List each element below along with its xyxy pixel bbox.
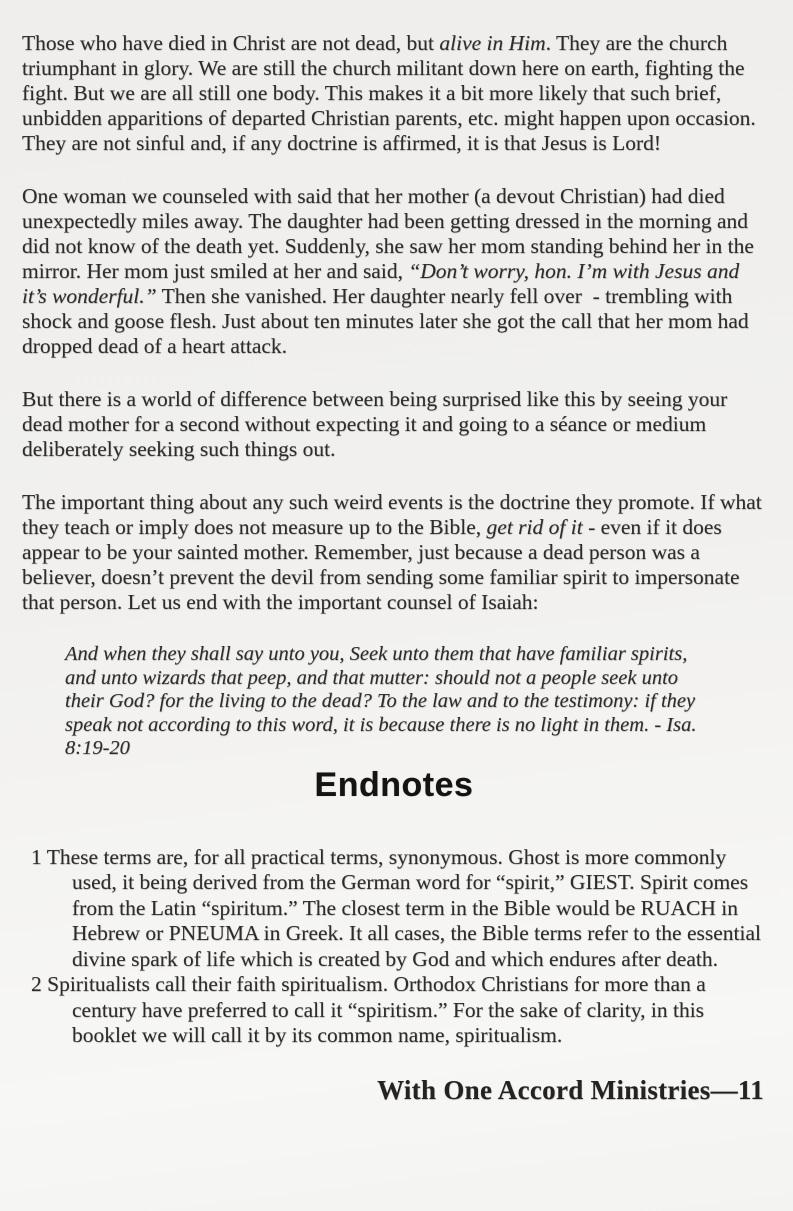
endnote-2 [22,972,766,1049]
paragraph-doctrine-they-promote [22,490,766,615]
endnote-text: Spiritualists call their faith spiritualism. Orthodox Christians for more than a century have preferred to call it “spiritism.” For the sake of clarity, in this booklet we will call it by its common name, spiritualism. [47,972,706,1047]
endnote-1 [22,845,766,973]
italic-phrase-alive-in-him: alive in Him [439,31,546,55]
paragraph-text: Then she vanished. Her daughter nearly fell over - trembling with shock and goose flesh. Just about ten minutes later she got the call that her mom had dropped dead of a heart attack. [22,284,749,358]
endnote-text: These terms are, for all practical terms, synonymous. Ghost is more commonly used, it being derived from the German word for “spirit,” GIEST. Spirit comes from the Latin “spiritum.” The closest term in the Bible would be RUACH in Hebrew or PNEUMA in Greek. It all cases, the Bible terms refer to the essential divine spark of life which is created by God and which endures after death. [46,844,761,971]
paragraph-text: One woman we counseled with said that her mother (a devout Christian) had died unexpectedly miles away. The daughter had been getting dressed in the morning and did not know of the death yet. Suddenly, she saw her mom standing behind her in the mirror. Her mom just smiled at her and said, [22,184,754,283]
endnote-number: 2 [31,972,42,996]
paragraph-text: Those who have died in Christ are not dead, but [22,31,440,55]
paragraph-text: . They are the church triumphant in glory. We are still the church militant down here on earth, fighting the fight. But we are all still one body. This makes it a bit more likely that such brief, unbidden apparitions of departed Christian parents, etc. might happen upon occasion. They are not sinful and, if any doctrine is affirmed, it is that Jesus is Lord! [22,31,756,155]
paragraph-church-triumphant [22,31,766,156]
endnotes-list [22,845,766,1049]
paragraph-text: The important thing about any such weird events is the doctrine they promote. If what they teach or imply does not measure up to the Bible, [22,490,762,539]
endnotes-heading: Endnotes [314,765,474,804]
italic-phrase-get-rid-of-it: get rid of it [486,515,583,539]
page-footer: With One Accord Ministries—11 [377,1074,764,1105]
paragraph-text: - even if it does appear to be your sainted mother. Remember, just because a dead person was a believer, doesn’t prevent the devil from sending some familiar spirit to impersonate that person. Let us end with the important counsel of Isaiah: [22,515,740,614]
paragraph-world-of-difference [22,387,766,462]
endnote-number: 1 [31,844,42,869]
isaiah-scripture-quote: And when they shall say unto you, Seek unto them that have familiar spirits, and unto wizards that peep, and that mutter: should not a people seek unto their God? for the living to the dead? To the law and to the testimony: if they speak not according to this word, it is because there is no light in them. - Isa. 8:19-20 [65,643,697,759]
paragraph-counseled-woman [22,184,766,359]
italic-phrase-mom-quote: “Don’t worry, hon. I’m with Jesus and it’s wonderful.” [22,259,740,308]
paragraph-text: But there is a world of difference between being surprised like this by seeing your dead mother for a second without expecting it and going to a séance or medium deliberately seeking such things out. [22,387,728,461]
